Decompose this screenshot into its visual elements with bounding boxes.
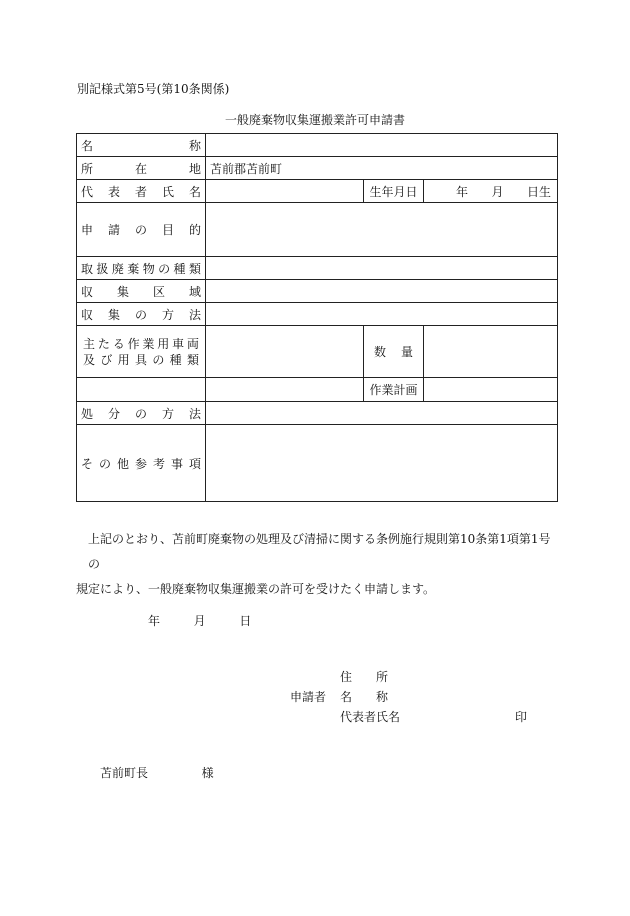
row-representative [77,180,558,203]
label-vehicles-line2: 及び用具の種類 [83,352,199,367]
collection-area-field[interactable] [206,280,558,303]
label-representative: 代表者氏名 [77,180,206,203]
date-year-label: 年 [148,614,161,628]
vehicles-field[interactable] [206,326,364,378]
purpose-field[interactable] [206,203,558,257]
label-vehicles [77,326,206,378]
representative-field[interactable] [206,180,364,203]
row-purpose [77,203,558,257]
row-plan [77,378,558,402]
row-disposal [77,402,558,425]
seal-mark: 印 [515,710,528,724]
label-birthdate: 生年月日 [364,180,424,203]
birth-year-label: 年 [456,184,469,199]
row-other [77,425,558,502]
label-work-plan: 作業計画 [364,378,424,402]
row-waste-type [77,257,558,280]
quantity-field[interactable] [424,326,558,378]
application-date [148,612,251,629]
work-plan-field[interactable] [424,378,558,402]
addressee-mayor: 苫前町長 [100,766,149,780]
label-waste-type: 取扱廃棄物の種類 [77,257,206,280]
collection-method-field[interactable] [206,303,558,326]
birth-day-label: 日生 [526,184,551,199]
name-field[interactable] [206,134,558,157]
label-purpose: 申請の目的 [77,203,206,257]
label-disposal-method: 処分の方法 [77,402,206,425]
vehicles-extra-label-cell [77,378,206,402]
birth-month-label: 月 [491,184,504,199]
label-address: 所在地 [77,157,206,180]
declaration-text [76,527,558,602]
label-vehicles-line1: 主たる作業用車両 [83,336,199,351]
label-other-notes: その他参考事項 [77,425,206,502]
row-address [77,157,558,180]
row-vehicles [77,326,558,378]
date-month-label: 月 [193,614,206,628]
label-collection-method: 収集の方法 [77,303,206,326]
other-notes-field[interactable] [206,425,558,502]
address-field[interactable]: 苫前郡苫前町 [206,157,558,180]
applicant-label: 申請者 [290,690,327,704]
disposal-method-field[interactable] [206,402,558,425]
label-collection-area: 収集区域 [77,280,206,303]
row-name [77,134,558,157]
vehicles-extra-field[interactable] [206,378,364,402]
applicant-address-label: 住 所 [340,670,389,684]
row-collection-method [77,303,558,326]
applicant-name-label: 名 称 [340,690,389,704]
form-title: 一般廃棄物収集運搬業許可申請書 [224,113,405,127]
row-collection-area [77,280,558,303]
addressee [100,764,214,781]
label-quantity: 数量 [364,326,424,378]
birthdate-field[interactable] [424,180,558,203]
declaration-line-1: 上記のとおり、苫前町廃棄物の処理及び清掃に関する条例施行規則第10条第1項第1号の [88,532,551,571]
addressee-honorific: 様 [201,766,214,780]
form-number-note: 別記様式第5号(第10条関係) [77,82,230,96]
label-name: 名称 [77,134,206,157]
application-table [76,133,558,502]
date-day-label: 日 [239,614,252,628]
waste-type-field[interactable] [206,257,558,280]
applicant-representative-label: 代表者氏名 [340,710,401,724]
declaration-line-2: 規定により、一般廃棄物収集運搬業の許可を受けたく申請します。 [76,582,436,596]
